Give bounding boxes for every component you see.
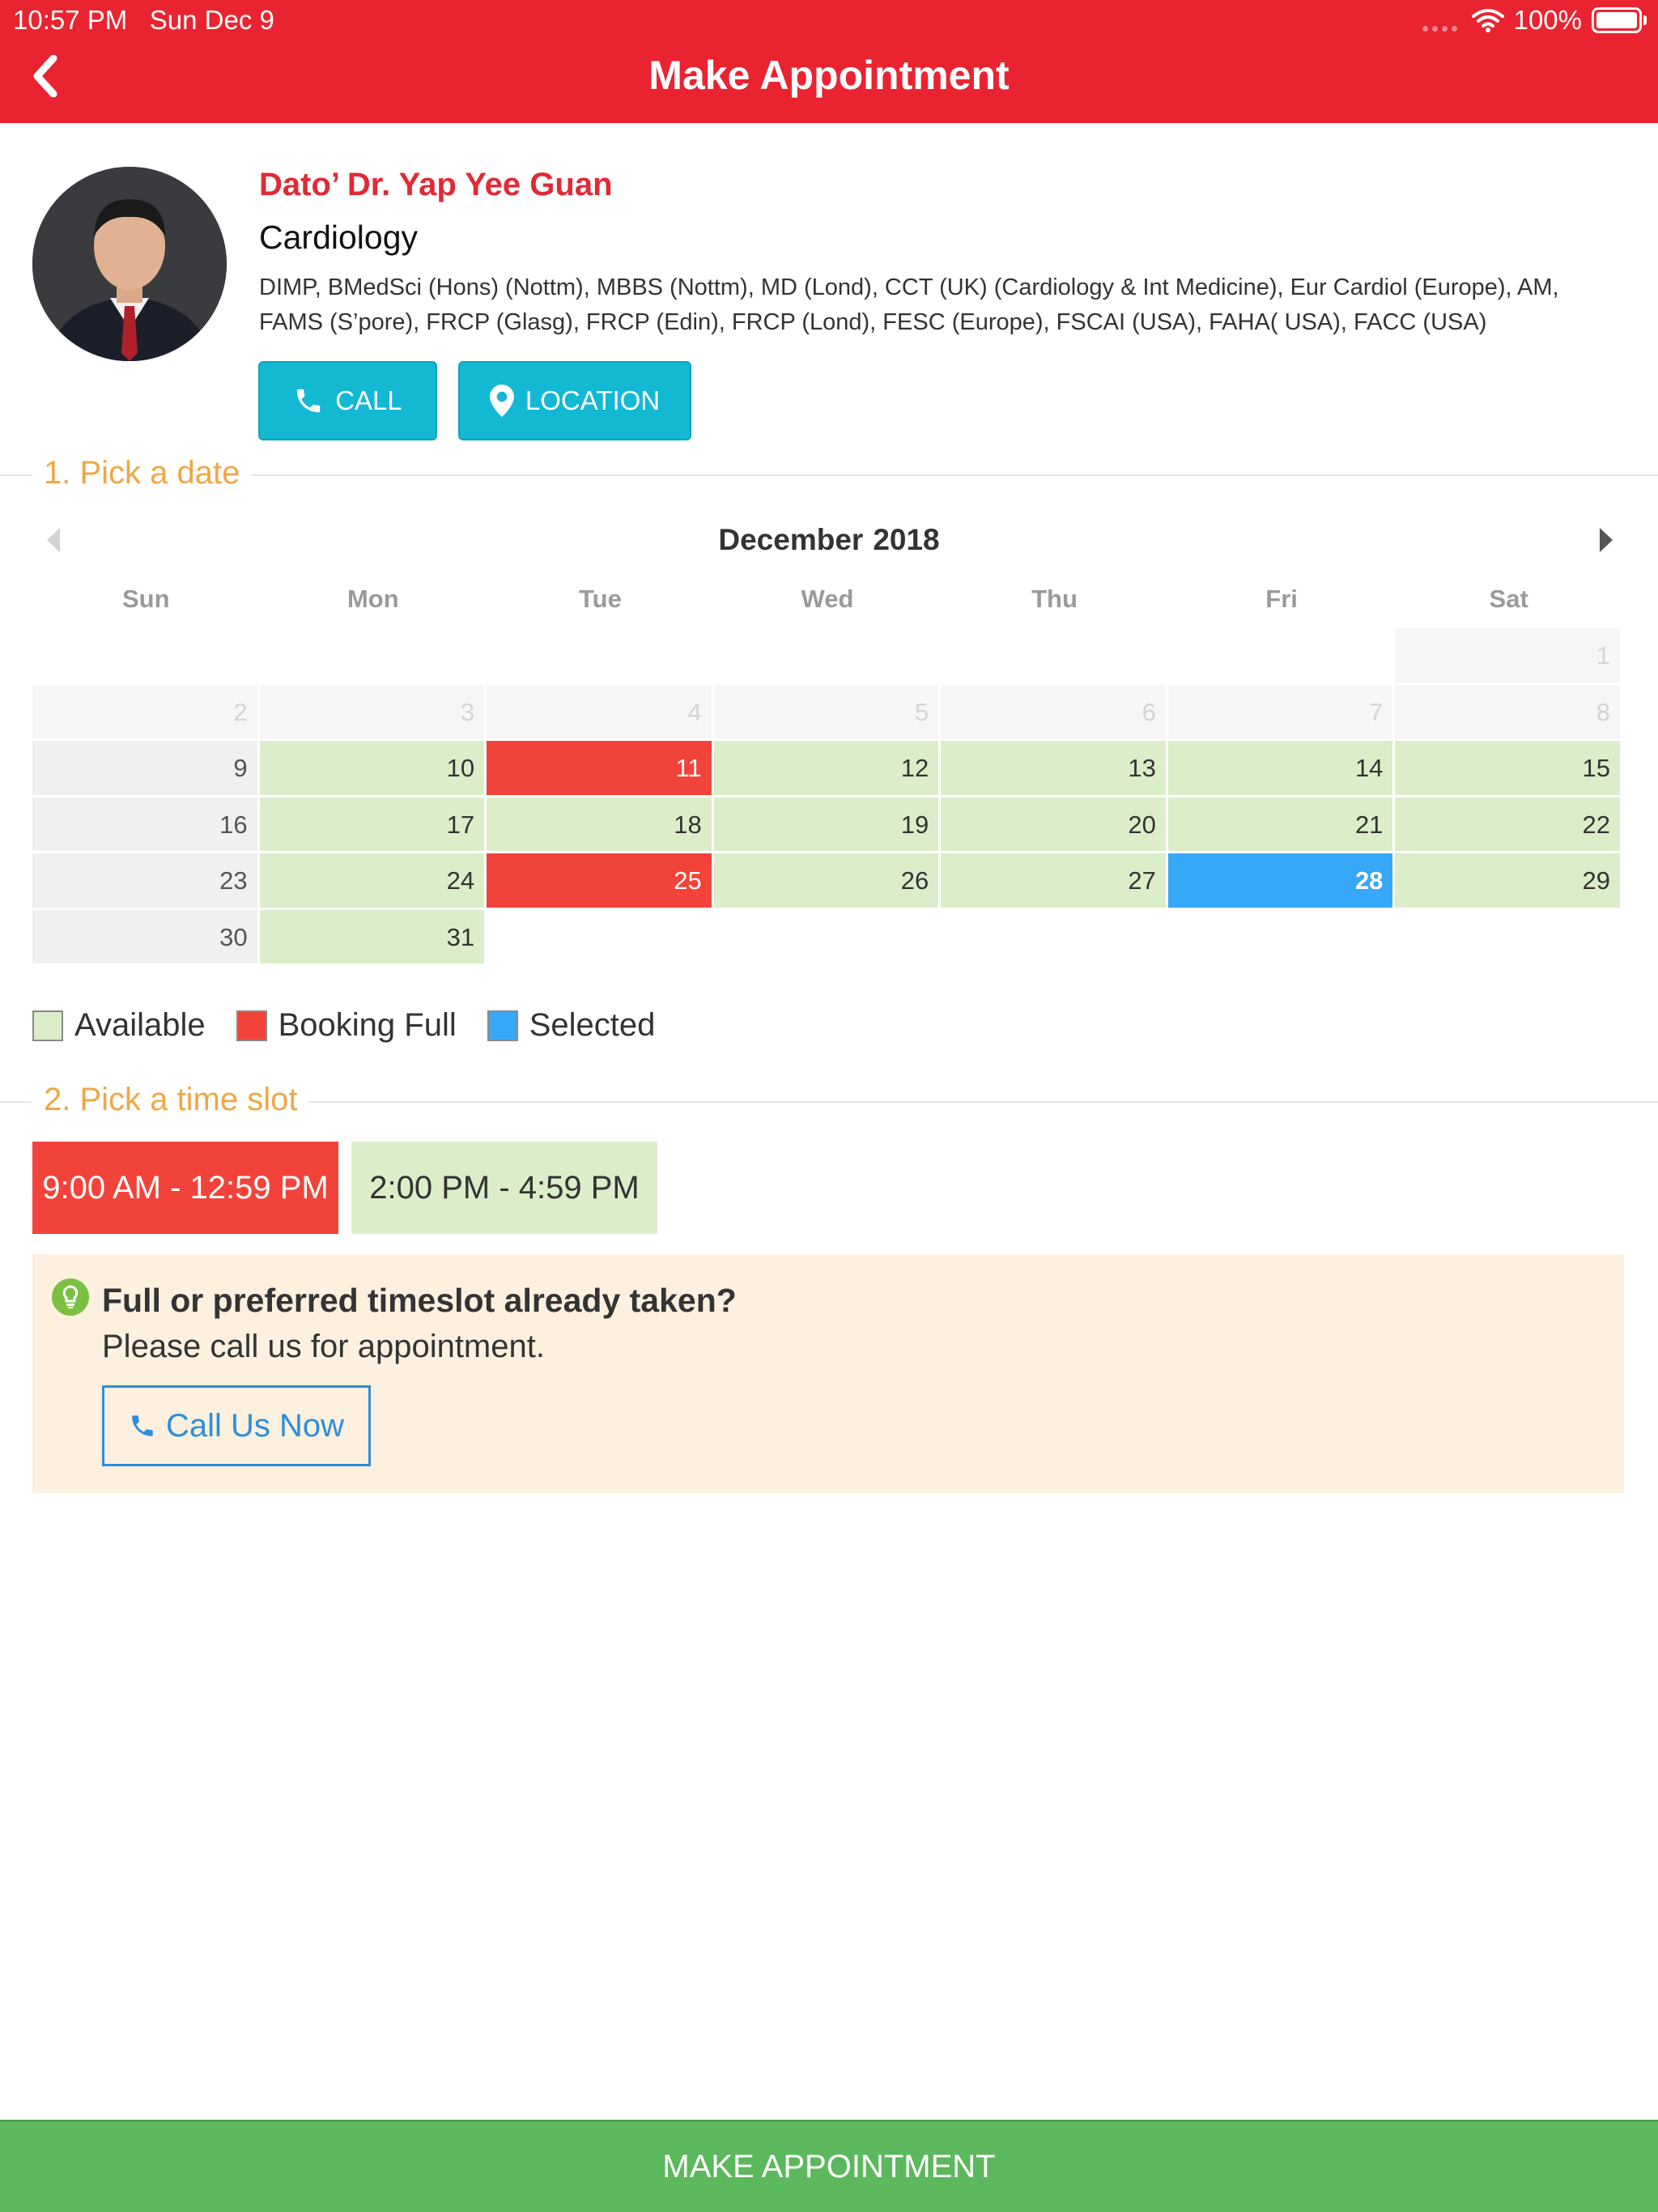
legend-full bbox=[236, 1007, 457, 1044]
doctor-qualifications: DIMP, BMedSci (Hons) (Nottm), MBBS (Nottm), MD (Lond), CCT (UK) (Cardiology & Int Medicine), Eur Cardiol (Europe), AM, FAMS (S’pore), FRCP (Glasg), FRCP (Edin), FRCP (Lond), FESC (Europe), FSCAI (USA), FAHA( USA), FACC (USA) bbox=[259, 274, 1559, 335]
status-time: 10:57 PM bbox=[13, 5, 128, 35]
doctor-avatar bbox=[32, 167, 227, 361]
calendar-day-23: 23 bbox=[32, 853, 260, 910]
calendar-day-6: 6 bbox=[941, 685, 1168, 742]
call-notice bbox=[32, 1254, 1624, 1493]
calendar-day-12[interactable]: 12 bbox=[714, 741, 942, 798]
weekday-header bbox=[32, 585, 1622, 614]
calendar-blank-cell bbox=[1168, 628, 1396, 685]
wifi-icon bbox=[1472, 8, 1504, 32]
calendar-blank-cell bbox=[487, 628, 714, 685]
calendar-day-16: 16 bbox=[32, 798, 260, 854]
calendar-day-14[interactable]: 14 bbox=[1168, 741, 1396, 798]
weekday-label: Sun bbox=[122, 585, 170, 613]
time-slot-afternoon[interactable]: 2:00 PM - 4:59 PM bbox=[351, 1142, 657, 1234]
lightbulb-icon bbox=[52, 1278, 89, 1316]
next-month-button[interactable] bbox=[1596, 526, 1616, 554]
calendar-day-25: 25 bbox=[487, 853, 714, 910]
calendar-day-8: 8 bbox=[1395, 685, 1622, 742]
calendar-day-2: 2 bbox=[32, 685, 260, 742]
legend-selected bbox=[487, 1007, 656, 1044]
calendar-year: 2018 bbox=[873, 523, 940, 556]
calendar-day-7: 7 bbox=[1168, 685, 1396, 742]
app-header bbox=[0, 0, 1658, 123]
location-button[interactable] bbox=[458, 361, 691, 440]
calendar-blank-cell bbox=[32, 628, 260, 685]
status-bar-right bbox=[1422, 5, 1647, 36]
weekday-label: Wed bbox=[801, 585, 854, 613]
calendar-day-30: 30 bbox=[32, 910, 260, 967]
make-appointment-button[interactable]: MAKE APPOINTMENT bbox=[0, 2120, 1658, 2212]
call-button[interactable] bbox=[258, 361, 437, 440]
calendar-day-17[interactable]: 17 bbox=[260, 798, 487, 854]
calendar-day-20[interactable]: 20 bbox=[941, 798, 1168, 854]
calendar-day-3: 3 bbox=[260, 685, 487, 742]
doctor-name: Dato’ Dr. Yap Yee Guan bbox=[259, 167, 613, 202]
full-swatch bbox=[236, 1010, 267, 1041]
calendar-day-28[interactable]: 28 bbox=[1168, 853, 1396, 910]
calendar-day-15[interactable]: 15 bbox=[1395, 741, 1622, 798]
calendar-month: December bbox=[718, 523, 864, 556]
calendar-day-10[interactable]: 10 bbox=[260, 741, 487, 798]
map-pin-icon bbox=[490, 385, 514, 417]
status-bar-time bbox=[13, 5, 274, 36]
call-us-now-button[interactable] bbox=[102, 1385, 371, 1466]
signal-icon bbox=[1422, 9, 1457, 32]
calendar-day-11: 11 bbox=[487, 741, 714, 798]
weekday-label: Sat bbox=[1489, 585, 1528, 613]
calendar-blank-cell bbox=[714, 628, 942, 685]
weekday-label: Tue bbox=[579, 585, 622, 613]
call-button-label: CALL bbox=[335, 385, 402, 415]
pick-time-heading: 2. Pick a time slot bbox=[32, 1082, 308, 1118]
calendar-grid bbox=[32, 628, 1622, 966]
calendar-day-19[interactable]: 19 bbox=[714, 798, 942, 854]
page-title: Make Appointment bbox=[648, 53, 1010, 98]
call-us-now-label: Call Us Now bbox=[165, 1407, 345, 1444]
calendar-day-27[interactable]: 27 bbox=[941, 853, 1168, 910]
calendar-day-21[interactable]: 21 bbox=[1168, 798, 1396, 854]
calendar-day-24[interactable]: 24 bbox=[260, 853, 487, 910]
location-button-label: LOCATION bbox=[525, 385, 661, 415]
calendar-day-22[interactable]: 22 bbox=[1395, 798, 1622, 854]
calendar-day-13[interactable]: 13 bbox=[941, 741, 1168, 798]
calendar-day-18[interactable]: 18 bbox=[487, 798, 714, 854]
battery-icon bbox=[1592, 7, 1647, 33]
calendar-day-29[interactable]: 29 bbox=[1395, 853, 1622, 910]
notice-text: Please call us for appointment. bbox=[102, 1329, 545, 1364]
pick-date-heading: 1. Pick a date bbox=[32, 455, 251, 491]
calendar-day-1: 1 bbox=[1395, 628, 1622, 685]
battery-percent: 100% bbox=[1513, 5, 1582, 35]
calendar-day-9: 9 bbox=[32, 741, 260, 798]
available-swatch bbox=[32, 1010, 63, 1041]
phone-icon bbox=[129, 1412, 156, 1440]
legend-selected-label: Selected bbox=[529, 1007, 656, 1043]
weekday-label: Thu bbox=[1031, 585, 1078, 613]
calendar-legend bbox=[32, 1007, 686, 1044]
calendar-blank-cell bbox=[260, 628, 487, 685]
calendar-blank-cell bbox=[941, 628, 1168, 685]
calendar-day-4: 4 bbox=[487, 685, 714, 742]
legend-available-label: Available bbox=[74, 1007, 206, 1043]
legend-available bbox=[32, 1007, 206, 1044]
notice-title: Full or preferred timeslot already taken? bbox=[102, 1282, 737, 1319]
calendar-day-5: 5 bbox=[714, 685, 942, 742]
calendar-day-26[interactable]: 26 bbox=[714, 853, 942, 910]
doctor-specialty: Cardiology bbox=[259, 219, 418, 256]
selected-swatch bbox=[487, 1010, 518, 1041]
weekday-label: Mon bbox=[346, 585, 399, 613]
calendar-day-31[interactable]: 31 bbox=[260, 910, 487, 967]
status-date: Sun Dec 9 bbox=[149, 5, 274, 35]
phone-icon bbox=[293, 385, 324, 416]
legend-full-label: Booking Full bbox=[278, 1007, 457, 1043]
time-slot-morning[interactable]: 9:00 AM - 12:59 PM bbox=[32, 1142, 338, 1234]
weekday-label: Fri bbox=[1265, 585, 1298, 613]
calendar-month-title bbox=[0, 523, 1658, 557]
